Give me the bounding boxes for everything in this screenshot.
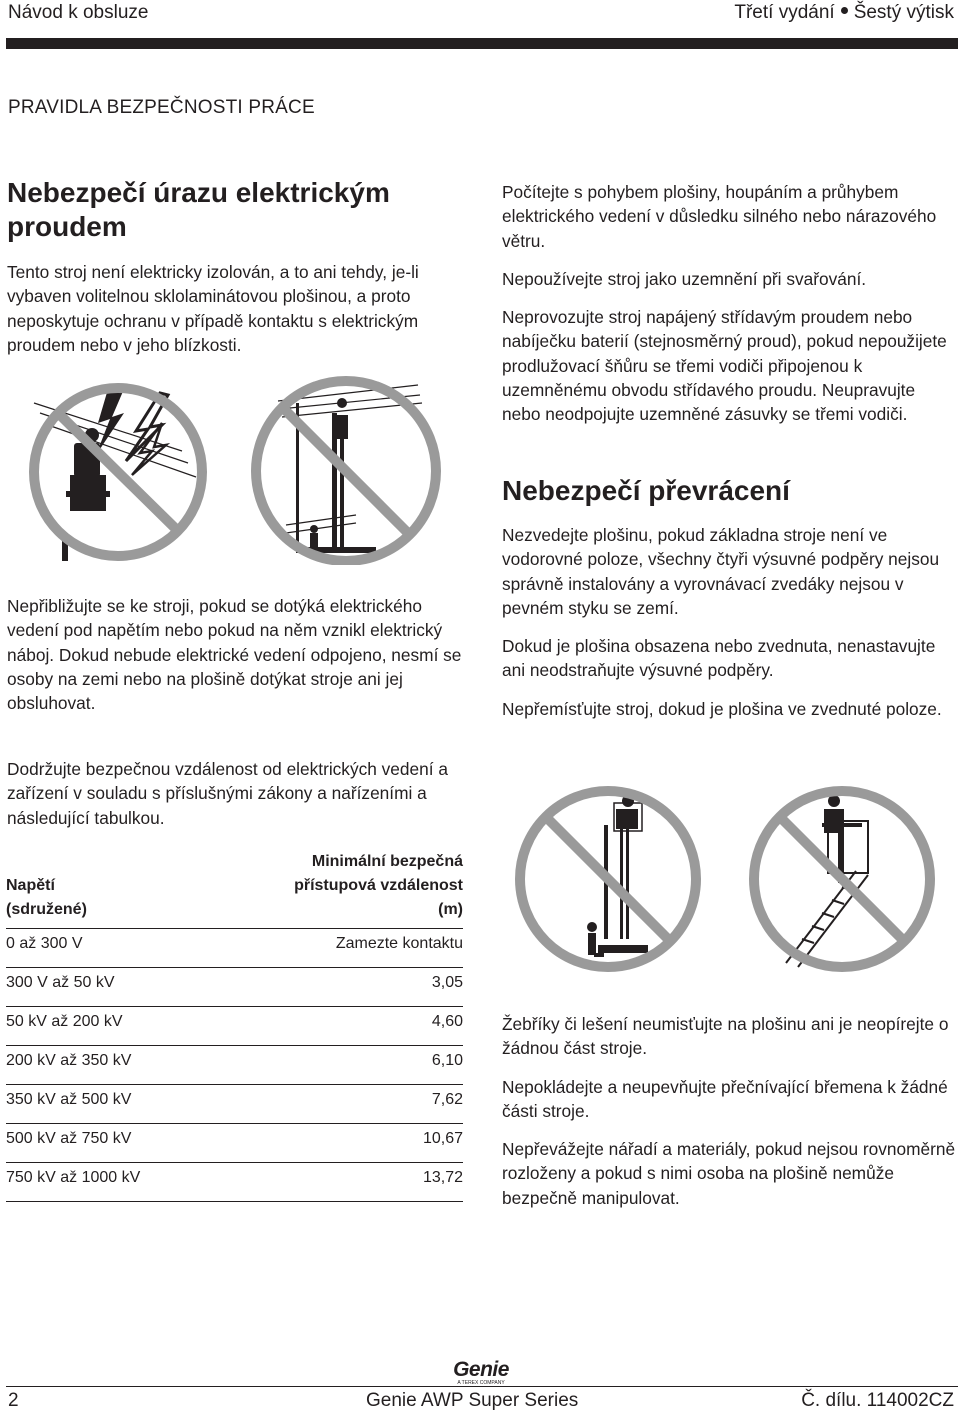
logo-wordmark: Genie xyxy=(453,1358,509,1381)
part-number: Č. dílu. 114002CZ xyxy=(801,1390,954,1411)
table-row xyxy=(6,1007,463,1046)
overhanging-loads-paragraph: Nepokládejte a neupevňujte přečnívající břemena k žádné části stroje. xyxy=(502,1076,948,1121)
manual-title: Návod k obsluze xyxy=(8,2,149,23)
moving-raised-platform-icon xyxy=(508,775,708,975)
voltage-cell: 50 kV až 200 kV xyxy=(6,1013,123,1030)
table-row xyxy=(6,1085,463,1124)
electrocution-lightning-icon xyxy=(12,383,218,563)
table-row xyxy=(6,1046,463,1085)
distance-header-line2: přístupová vzdálenost xyxy=(294,877,463,894)
voltage-cell: 750 kV až 1000 kV xyxy=(6,1169,141,1186)
electrocution-intro: Tento stroj není elektricky izolován, a to ani tehdy, je-li vybaven volitelnou sklolaminátovou plošinou, a proto neposkytuje ochranu v případě kontaktu s elektrickým proudem nebo v jeho blízkosti. xyxy=(7,262,419,355)
clearance-table xyxy=(6,850,463,1202)
genie-logo xyxy=(444,1360,518,1386)
table-row xyxy=(6,968,463,1007)
header-rule xyxy=(6,38,958,49)
voltage-cell: 0 až 300 V xyxy=(6,935,83,952)
table-header xyxy=(6,850,463,929)
distance-cell: Zamezte kontaktu xyxy=(335,935,463,952)
table-row xyxy=(6,929,463,968)
tools-paragraph: Nepřevážejte nářadí a materiály, pokud nejsou rovnoměrně rozloženy a pokud s nimi osoba na plošině nemůže bezpečně manipulovat. xyxy=(502,1139,956,1208)
distance-header xyxy=(294,850,463,922)
adjust-outriggers-paragraph: Dokud je plošina obsazena nebo zvednuta, nenastavujte ani neodstraňujte výsuvné podpěry. xyxy=(502,636,936,681)
distance-cell: 7,62 xyxy=(431,1091,463,1108)
print-label: Šestý výtisk xyxy=(853,2,954,23)
no-approach-paragraph: Nepřibližujte se ke stroji, pokud se dotýká elektrického vedení pod napětím nebo pokud na něm vznikl elektrický náboj. Dokud nebude elektrické vedení odpojeno, nesmí se osoby na zemi nebo na plošině dotýkat stroje ani jej obsluhovat. xyxy=(7,596,462,714)
voltage-cell: 300 V až 50 kV xyxy=(6,974,115,991)
logo-subtitle: A TEREX COMPANY xyxy=(457,1380,505,1386)
wind-paragraph: Počítejte s pohybem plošiny, houpáním a průhybem elektrického vedení v důsledku silného nebo nárazového větru. xyxy=(502,182,937,251)
footer-rule xyxy=(6,1386,958,1387)
ladder-on-platform-icon xyxy=(738,775,948,975)
distance-cell: 10,67 xyxy=(422,1130,463,1147)
electrocution-continued xyxy=(502,180,958,441)
product-series: Genie AWP Super Series xyxy=(366,1390,579,1411)
table-row xyxy=(6,1163,463,1202)
voltage-cell: 200 kV až 350 kV xyxy=(6,1052,132,1069)
safe-distance-paragraph: Dodržujte bezpečnou vzdálenost od elektrických vedení a zařízení v souladu s příslušnými zákony a nařízeními a následující tabulkou. xyxy=(7,759,448,828)
distance-cell: 13,72 xyxy=(422,1169,463,1186)
tip-over-heading: Nebezpečí převrácení xyxy=(502,475,790,506)
distance-cell: 3,05 xyxy=(431,974,463,991)
ladder-paragraph: Žebříky či lešení neumisťujte na plošinu ani je neopírejte o žádnou část stroje. xyxy=(502,1014,949,1059)
edition-label: Třetí vydání xyxy=(734,2,835,23)
welding-paragraph: Nepoužívejte stroj jako uzemnění při svařování. xyxy=(502,268,867,289)
power-line-platform-icon xyxy=(246,373,452,565)
edition-info xyxy=(734,2,954,24)
electrocution-heading: Nebezpečí úrazu elektrickým proudem xyxy=(7,177,390,242)
voltage-cell: 350 kV až 500 kV xyxy=(6,1091,132,1108)
outriggers-paragraph: Nezvedejte plošinu, pokud základna stroje není ve vodorovné poloze, všechny čtyři výsuvné podpěry nejsou správně instalovány a vyrovnávací zvedáky nejsou v pevném styku se zemí. xyxy=(502,525,940,618)
voltage-cell: 500 kV až 750 kV xyxy=(6,1130,132,1147)
distance-cell: 6,10 xyxy=(431,1052,463,1069)
distance-cell: 4,60 xyxy=(431,1013,463,1030)
ac-power-paragraph: Neprovozujte stroj napájený střídavým proudem nebo nabíječku baterií (stejnosměrný proud), pokud nepoužijete prodlužovací šňůru se třemi vodiči připojenou k uzemněnému obvodu střídavého proudu. Neupravujte nebo neodpojujte uzemněné zásuvky se třemi vodiči. xyxy=(502,307,947,425)
move-machine-paragraph: Nepřemísťujte stroj, dokud je plošina ve zvednuté poloze. xyxy=(502,698,942,719)
distance-header-line3: (m) xyxy=(438,901,463,918)
distance-header-line1: Minimální bezpečná xyxy=(311,853,463,870)
section-title: PRAVIDLA BEZPEČNOSTI PRÁCE xyxy=(8,97,315,118)
voltage-header-line1: Napětí xyxy=(6,877,55,894)
bullet-icon xyxy=(841,7,848,14)
voltage-header-line2: (sdružené) xyxy=(6,901,87,918)
voltage-header xyxy=(6,874,87,922)
load-rules xyxy=(502,1012,958,1224)
tip-over-rules xyxy=(502,523,958,735)
table-row xyxy=(6,1124,463,1163)
page-number: 2 xyxy=(8,1390,19,1411)
